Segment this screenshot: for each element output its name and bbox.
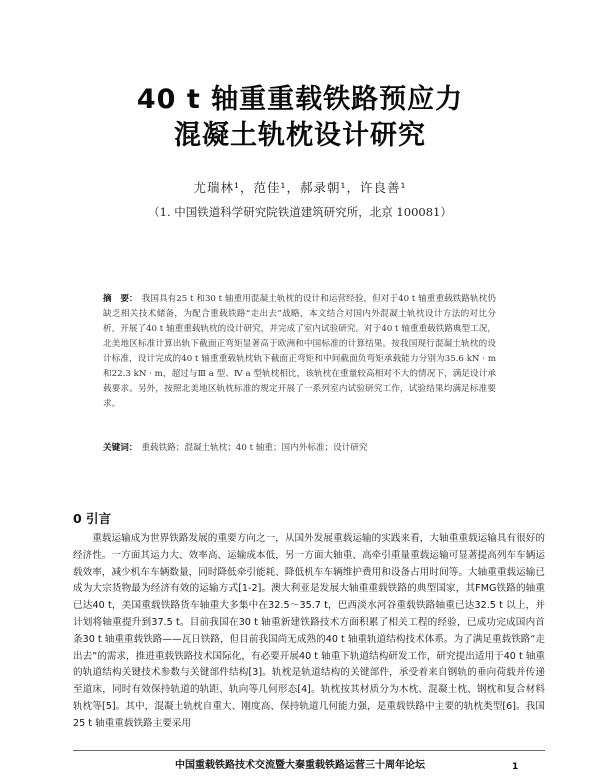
introduction-body-text: 重载运输成为世界铁路发展的重要方向之一，从国外发展重载运输的实践来看，大轴重重载运输具有很好的经济性。一方面其运力大、效率高、运输成本低，另一方面大轴重、高牵引重量重载运输可显著提高列车车辆运载效率，减少机车车辆数量，同时降低牵引能耗、降低机车车辆维护费用和设备占用时间等。大轴重重载运输已成为大宗货物最为经济有效的运输方式[1-2]。澳大利亚是发展大轴重重载铁路的典型国家，其FMG铁路的轴重已达40 t，美国重载铁路货车轴重大多集中在32.5～35.7 t，巴西淡水河谷重载铁路轴重已达32.5 t 以上，并计划将轴重提升到37.5 t。目前我国在30 t 轴重新建铁路技术方面积累了相关工程的经验，已成功完成国内首条30 t 轴重重载铁路——瓦日铁路，但目前我国尚无成熟的40 t 轴重轨道结构技术体系。为了满足重载铁路“走出去”的需求，推进重载铁路技术国际化，有必要开展40 t 轴重下轨道结构研发工作，研究提出适用于40 t 轴重的轨道结构关键技术参数与关键部件结构[3]。轨枕是轨道结构的关键部件，承受着来自钢轨的垂向荷载并传递至道床，同时有效保持轨道的轨距、轨向等几何形态[4]。轨枕按其材质分为木枕、混凝土枕、钢枕和复合材料轨枕等[5]。其中，混凝土轨枕自重大、刚度高、保持轨道几何能力强，是重载铁路中主要的轨枕类型[6]。我国25 t 轴重重载铁路主要采用 [73,533,545,729]
affiliation: （1. 中国铁道科学研究院铁道建筑研究所，北京 100081） [148,205,452,219]
section-heading-introduction: 0 引言 [73,511,112,526]
author-list: 尤瑞林¹，范佳¹，郝录朝¹，许良善¹ [193,180,407,195]
abstract-label: 摘 要： [103,294,138,304]
abstract-text: 我国具有25 t 和30 t 轴重用混凝土轨枕的设计和运营经验，但对于40 t 轴重重载铁路轨枕仍缺乏相关技术储备，为配合重载铁路“走出去”战略，本文结合对国内外混凝土轨枕设计方法的对比分析，开展了40 t 轴重重载轨枕的设计研究，并完成了室内试验研究。对于40 t 轴重重载铁路典型工况，北美地区标准计算出轨下截面正弯矩显著高于欧洲和中国标准的计算结果。按我国现行混凝土轨枕的设计标准，设计完成的40 t 轴重重载轨枕轨下截面正弯矩和中间截面负弯矩承载能力分别为35.6 kN · m 和22.3 kN · m，超过与Ⅲ a 型、Ⅳ a 型轨枕相比，该轨枕在重量较高相对不大的情况下，满足设计承载要求。另外，按照北美地区轨枕标准的规定开展了一系列室内试验研究工作，试验结果均满足标准要求。 [103,294,496,409]
page-number: 1 [512,762,519,772]
keywords-text: 重载铁路；混凝土轨枕；40 t 轴重；国内外标准；设计研究 [141,443,368,453]
abstract-block [103,292,496,412]
keywords-label: 关键词： [103,443,138,453]
footer-divider [73,750,545,751]
keywords-block [103,441,496,456]
footer-conference-title: 中国重载铁路技术交流暨大秦重载铁路运营三十周年论坛 [175,760,425,771]
title-line-1: 40 t 轴重重载铁路预应力 [136,84,464,115]
title-line-2: 混凝土轨枕设计研究 [174,120,426,151]
